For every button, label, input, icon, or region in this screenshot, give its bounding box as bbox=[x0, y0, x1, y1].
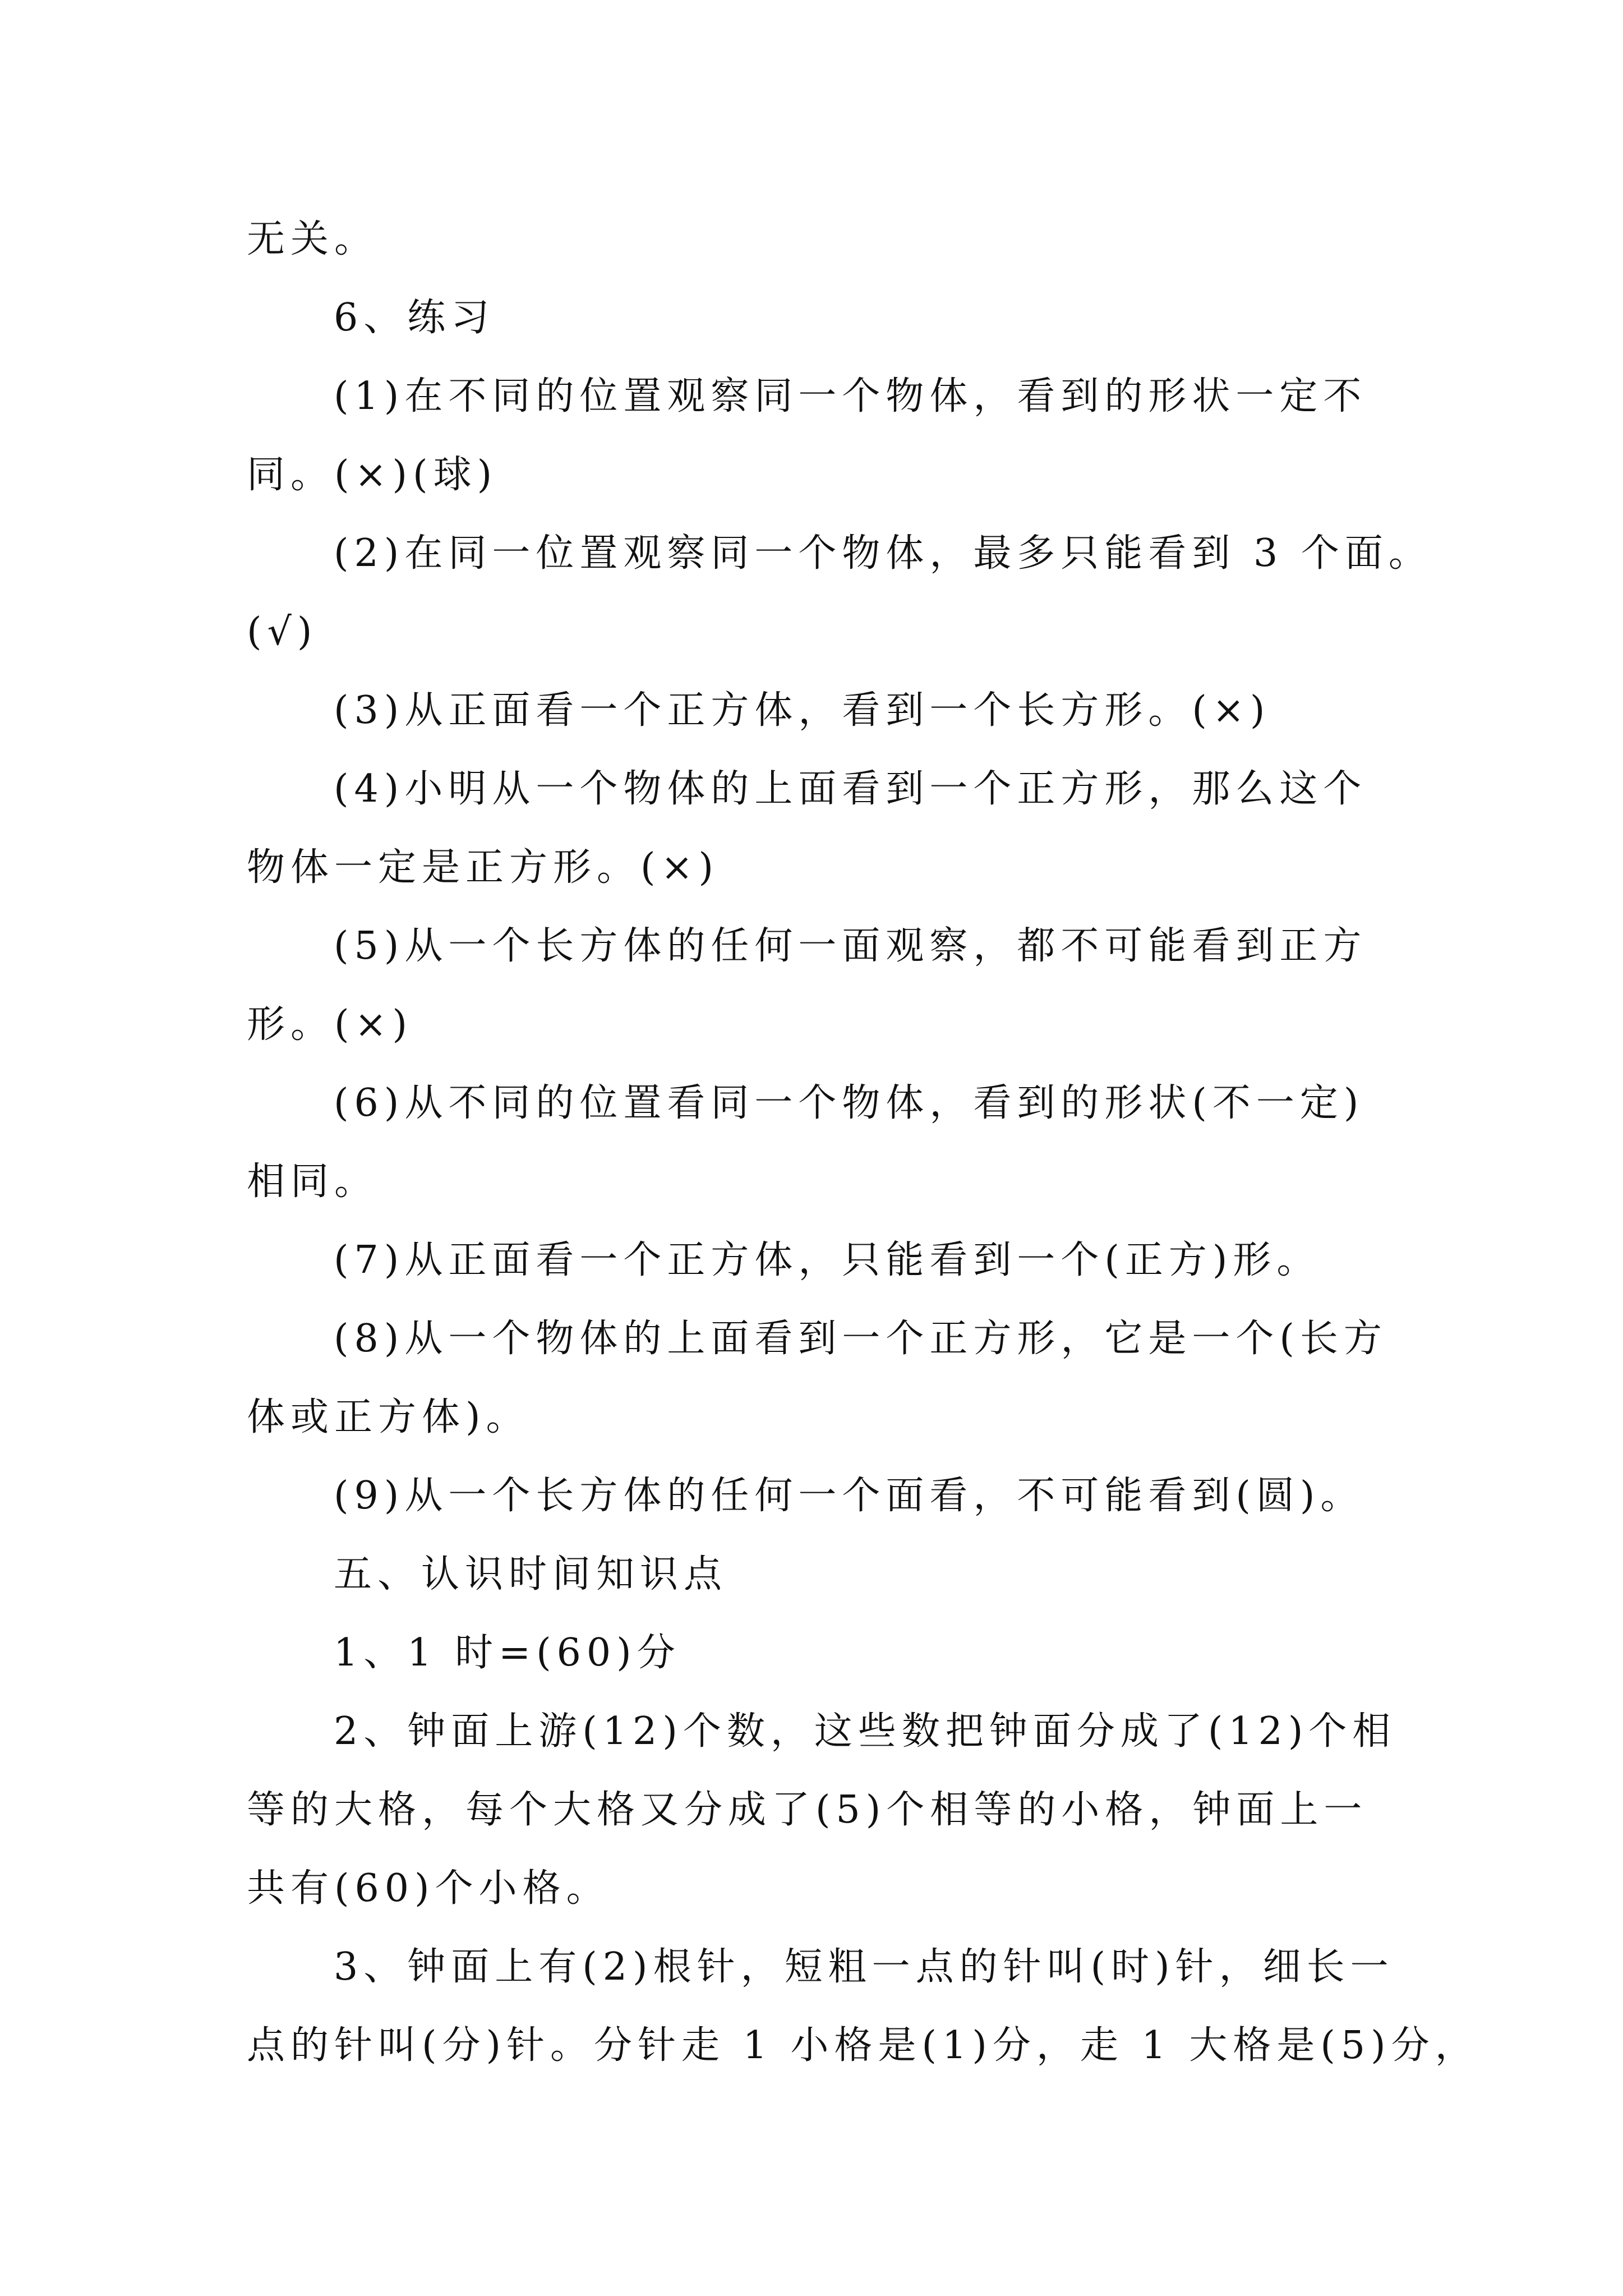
text-line: 3、钟面上有(2)根针，短粗一点的针叫(时)针，细长一 bbox=[334, 1945, 1394, 1989]
text-line: 同。(×)(球) bbox=[247, 453, 498, 497]
text-line: (√) bbox=[247, 610, 318, 654]
text-line: (8)从一个物体的上面看到一个正方形，它是一个(长方 bbox=[334, 1317, 1387, 1361]
section-heading: 6、练习 bbox=[334, 296, 495, 340]
text-line: 共有(60)个小格。 bbox=[247, 1866, 610, 1911]
text-line: 无关。 bbox=[247, 217, 379, 261]
text-line: 等的大格，每个大格又分成了(5)个相等的小格，钟面上一 bbox=[247, 1788, 1368, 1832]
text-line: 相同。 bbox=[247, 1159, 379, 1204]
text-line: 2、钟面上游(12)个数，这些数把钟面分成了(12)个相 bbox=[334, 1709, 1396, 1754]
text-line: (4)小明从一个物体的上面看到一个正方形，那么这个 bbox=[334, 767, 1367, 811]
text-line: (2)在同一位置观察同一个物体，最多只能看到 3 个面。 bbox=[334, 531, 1432, 576]
text-line: 形。(×) bbox=[247, 1002, 413, 1047]
text-line: 1、1 时=(60)分 bbox=[334, 1631, 681, 1675]
text-line: (3)从正面看一个正方体，看到一个长方形。(×) bbox=[334, 688, 1271, 733]
text-line: (7)从正面看一个正方体，只能看到一个(正方)形。 bbox=[334, 1238, 1321, 1282]
text-line: (5)从一个长方体的任何一面观察，都不可能看到正方 bbox=[334, 924, 1367, 968]
text-line: (6)从不同的位置看同一个物体，看到的形状(不一定) bbox=[334, 1081, 1364, 1125]
section-heading: 五、认识时间知识点 bbox=[334, 1552, 728, 1596]
text-line: (1)在不同的位置观察同一个物体，看到的形状一定不 bbox=[334, 374, 1367, 418]
text-line: (9)从一个长方体的任何一个面看，不可能看到(圆)。 bbox=[334, 1474, 1364, 1518]
text-line: 点的针叫(分)针。分针走 1 小格是(1)分，走 1 大格是(5)分， bbox=[247, 2023, 1479, 2068]
text-line: 物体一定是正方形。(×) bbox=[247, 845, 720, 890]
text-line: 体或正方体)。 bbox=[247, 1395, 530, 1439]
